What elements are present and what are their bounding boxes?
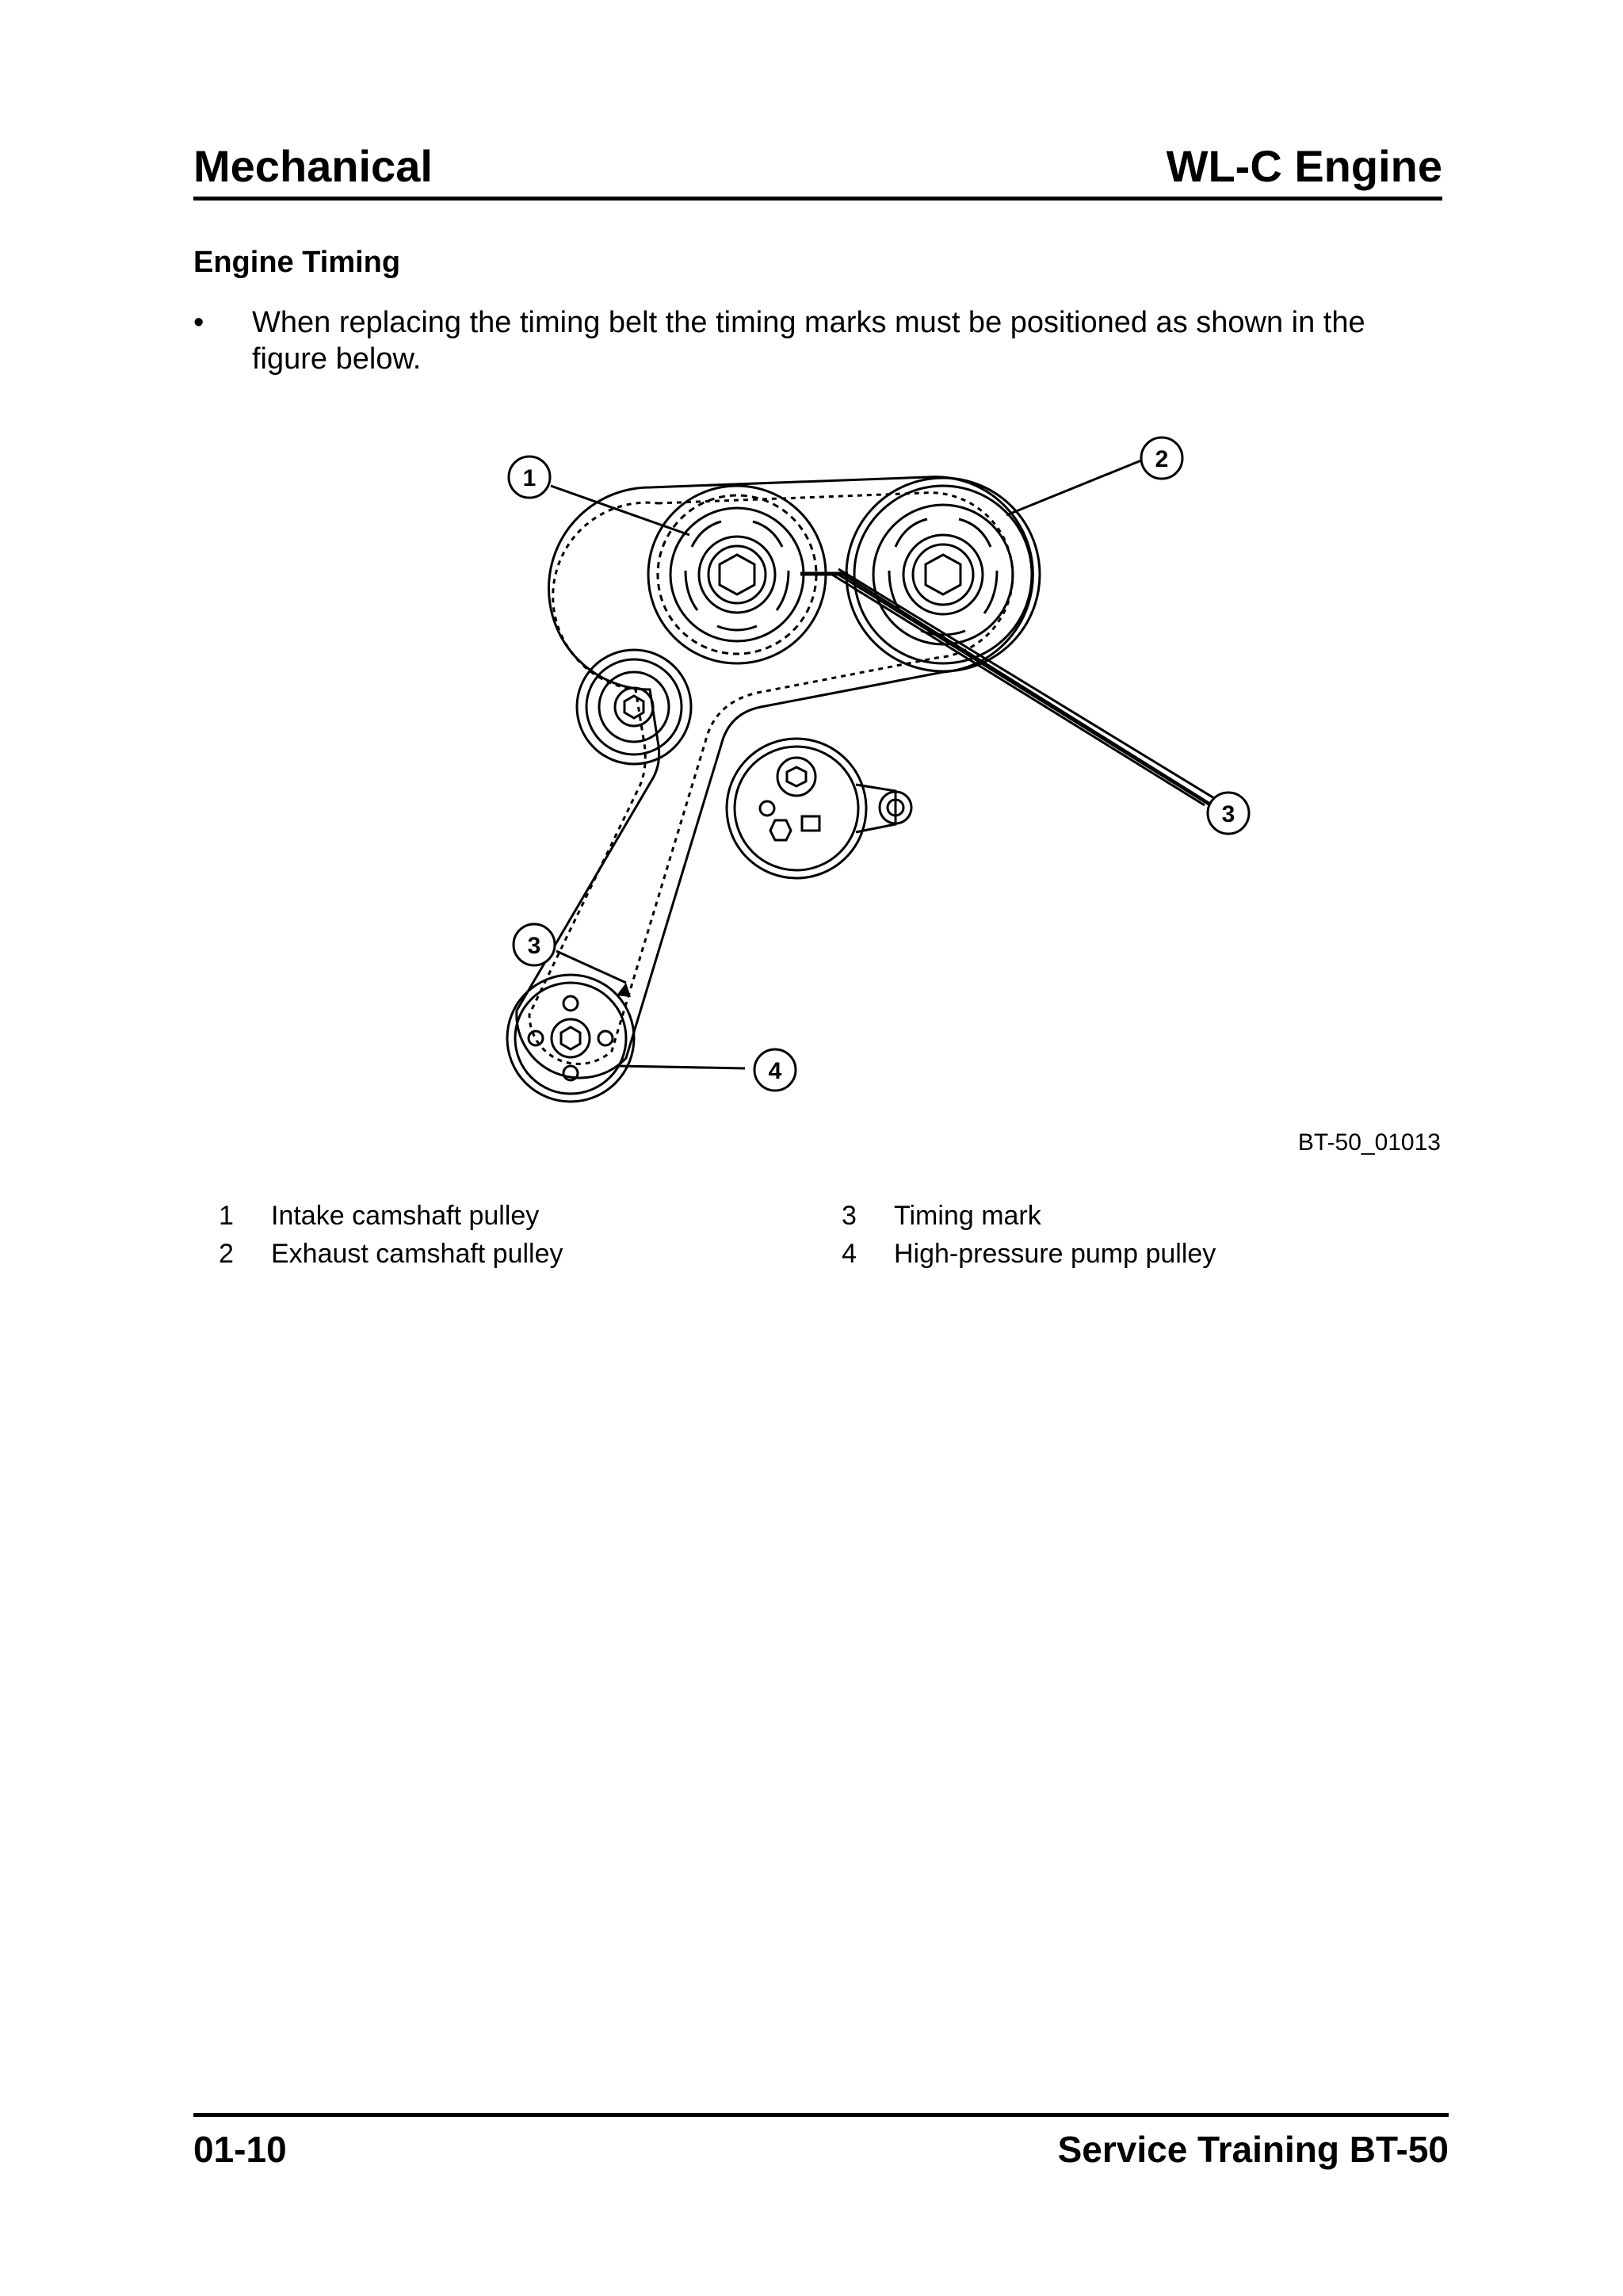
- section-title: Engine Timing: [193, 246, 401, 279]
- legend-right: [842, 1197, 1396, 1273]
- callout-3-right: 3: [1221, 801, 1235, 827]
- legend-item: [842, 1235, 1396, 1273]
- idler-pulley: [577, 650, 691, 764]
- legend-item: [219, 1197, 773, 1235]
- page-footer: [193, 2113, 1449, 2171]
- callout-1: 1: [522, 465, 537, 491]
- page-number: 01-10: [193, 2129, 287, 2170]
- intake-camshaft-pulley: [648, 486, 826, 663]
- timing-belt-diagram: [388, 428, 1260, 1125]
- legend-left: [219, 1197, 773, 1273]
- bullet-symbol: •: [193, 306, 204, 339]
- callout-3-left: 3: [527, 933, 541, 959]
- legend-item: [219, 1235, 773, 1273]
- legend-number: 2: [219, 1239, 234, 1269]
- legend-number: 4: [842, 1239, 857, 1269]
- legend-label: Timing mark: [894, 1201, 1041, 1231]
- legend-number: 1: [219, 1201, 234, 1231]
- legend-label: Exhaust camshaft pulley: [271, 1239, 563, 1269]
- header-engine-name: WL-C Engine: [1166, 141, 1442, 191]
- callout-4: 4: [768, 1058, 782, 1084]
- high-pressure-pump-pulley: [507, 975, 634, 1102]
- legend-number: 3: [842, 1201, 857, 1231]
- figure-id: BT-50_01013: [1297, 1129, 1441, 1156]
- bullet-text: When replacing the timing belt the timing marks must be positioned as shown in the figure below.: [252, 306, 1365, 376]
- document-title: Service Training BT-50: [1057, 2129, 1449, 2170]
- tensioner-pulley: [727, 739, 911, 878]
- legend-label: Intake camshaft pulley: [271, 1201, 540, 1231]
- legend-item: [842, 1197, 1396, 1235]
- legend-label: High-pressure pump pulley: [894, 1239, 1216, 1269]
- header-section-name: Mechanical: [193, 141, 433, 191]
- page-header: [193, 135, 1442, 201]
- callout-2: 2: [1155, 446, 1169, 472]
